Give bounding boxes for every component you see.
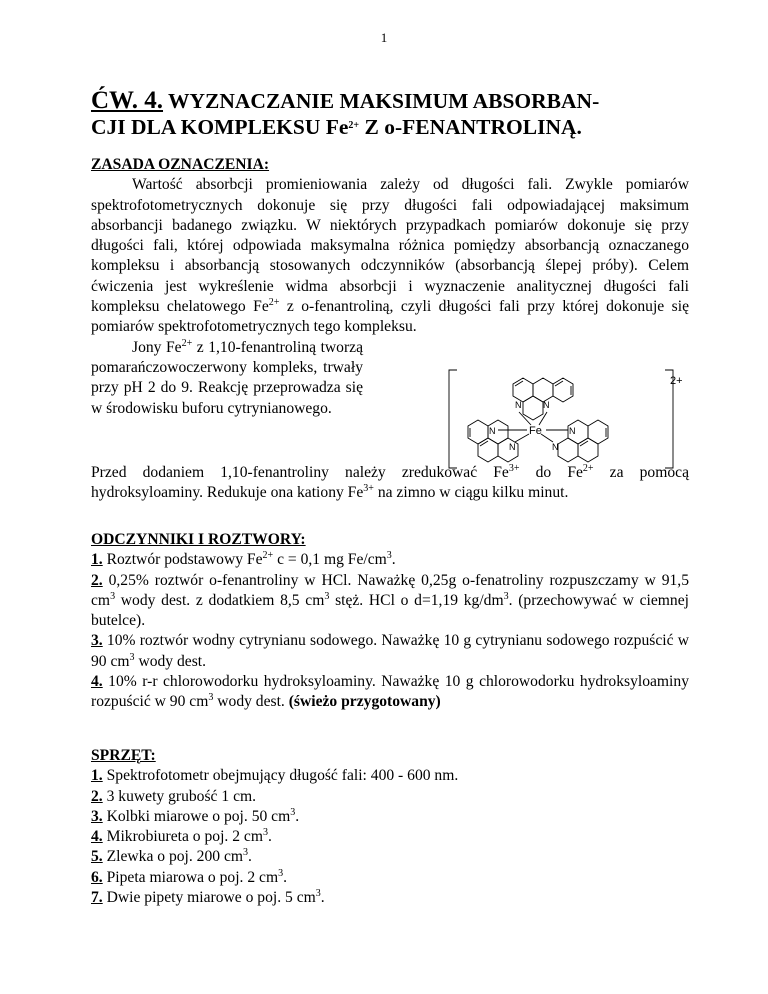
text: Jony Fe xyxy=(132,338,182,356)
text: . xyxy=(391,551,396,569)
section-heading: ODCZYNNIKI I ROZTWORY: xyxy=(91,531,306,548)
text: Mikrobiureta o poj. 2 cm xyxy=(102,828,263,846)
reagent-item xyxy=(91,631,689,672)
text: Pipeta miarowa o poj. 2 cm xyxy=(102,868,279,886)
page-number: 1 xyxy=(380,30,388,45)
text: Przed dodaniem 1,10-fenantroliny należy zredukować Fe xyxy=(91,464,509,481)
item-number: 4. xyxy=(91,828,103,846)
text: Roztwór podstawowy Fe xyxy=(102,551,263,569)
right-phenanthroline-ligand xyxy=(558,420,608,462)
text: Wartość absorbcji promieniowania zależy od długości fali. Zwykle pomiarów spektrofotometrycznych dokonuje się przy długości fali odpowiadającej maksimum absorbancji badanego związku. W niektórych przypadkach pomiarów dokonuje się przy długości fali, której odpowiada maksymalna różnica pomiędzy absorbancją oznaczanego kompleksu i absorbancją stosowanych odczynników (absorbancją ślepej próby). Celem ćwiczenia jest wykreślenie widma absorbcji i wyznaczenie analitycznej długości fali kompleksu chelatowego Fe xyxy=(91,176,689,316)
text: Spektrofotometr obejmujący długość fali: 400 - 600 nm. xyxy=(102,767,459,785)
text: Kolbki miarowe o poj. 50 cm xyxy=(102,807,291,825)
title-line-1: WYZNACZANIE MAKSIMUM ABSORBAN- xyxy=(168,89,600,113)
item-number: 2. xyxy=(91,787,103,805)
superscript: 3 xyxy=(290,806,296,818)
item-number: 1. xyxy=(91,767,103,785)
title-superscript: 2+ xyxy=(348,120,360,131)
text: . xyxy=(267,828,272,846)
superscript: 3 xyxy=(110,590,116,602)
text: 10% roztwór wodny cytrynianu sodowego. Naważkę 10 g cytrynianu sodowego rozpuścić w 90 cm xyxy=(91,632,689,670)
text: z o-fenantroliną, czyli długości fali przy której dokonuje się pomiarów spektrofotometrycznych tego kompleksu. xyxy=(91,298,689,336)
equipment-item xyxy=(91,847,689,867)
equipment-item xyxy=(91,807,689,827)
superscript: 3+ xyxy=(363,483,374,495)
item-number: 4. xyxy=(91,673,103,691)
text: za pomocą hydroksyloaminy. Redukuje ona kationy Fe xyxy=(91,464,689,502)
superscript: 3+ xyxy=(508,463,520,474)
nitrogen-atom: N xyxy=(509,442,516,452)
reagent-item xyxy=(91,571,689,632)
nitrogen-atom: N xyxy=(569,426,576,436)
title-line-2 xyxy=(91,114,691,140)
text: na zimno w ciągu kilku minut. xyxy=(373,484,569,502)
iron-atom: Fe xyxy=(529,425,542,437)
charge-label: 2+ xyxy=(670,375,683,387)
emphasis-text: (świeżo przygotowany) xyxy=(288,693,441,711)
reagent-item xyxy=(91,550,689,570)
item-number: 3. xyxy=(91,807,103,825)
item-number: 2. xyxy=(91,571,103,589)
text: 0,25% roztwór o-fenantroliny w HCl. Naważkę 0,25g o-fenatroliny rozpuszczamy w 91,5 cm xyxy=(91,571,689,609)
item-number: 7. xyxy=(91,889,103,907)
superscript: 2+ xyxy=(268,297,280,309)
superscript: 3 xyxy=(324,590,330,602)
superscript: 2+ xyxy=(181,337,193,349)
superscript: 3 xyxy=(129,651,135,663)
superscript: 3 xyxy=(208,692,214,704)
equipment-item xyxy=(91,888,689,908)
superscript: 3 xyxy=(278,867,284,879)
nitrogen-atom: N xyxy=(489,426,496,436)
text: c = 0,1 mg Fe/cm xyxy=(273,551,387,569)
page-title xyxy=(91,88,691,140)
item-number: 3. xyxy=(91,632,103,650)
superscript: 3 xyxy=(315,888,321,900)
text: . xyxy=(283,868,288,886)
item-number: 5. xyxy=(91,848,103,866)
superscript: 3 xyxy=(503,590,509,602)
equipment-item xyxy=(91,868,689,888)
text: . xyxy=(320,889,325,907)
text: . xyxy=(295,807,300,825)
equipment-section xyxy=(91,746,689,908)
nitrogen-atom: N xyxy=(543,400,550,410)
text: stęż. HCl o d=1,19 kg/dm xyxy=(329,591,504,609)
text: Zlewka o poj. 200 cm xyxy=(102,848,244,866)
text: do Fe xyxy=(519,464,583,481)
paragraph xyxy=(91,338,363,419)
nitrogen-atom: N xyxy=(515,400,522,410)
reagent-item xyxy=(91,672,689,713)
title-text: CJI DLA KOMPLEKSU Fe xyxy=(91,115,349,139)
equipment-item xyxy=(91,766,689,786)
section-heading: ZASADA OZNACZENIA: xyxy=(91,156,270,173)
section-heading: SPRZĘT: xyxy=(91,747,156,764)
text: 10% r-r chlorowodorku hydroksyloaminy. Naważkę 10 g chlorowodorku hydroksyloaminy rozpuścić w 90 cm xyxy=(91,673,689,711)
equipment-item xyxy=(91,827,689,847)
exercise-number: ĆW. 4. xyxy=(91,87,164,114)
text: z 1,10-fenantroliną tworzą pomarańczowoczerwony kompleks, trwały przy pH 2 do 9. Reakcję przeprowadza się w środowisku buforu cytrynianowego. xyxy=(91,338,364,417)
superscript: 3 xyxy=(262,827,268,839)
item-number: 6. xyxy=(91,868,103,886)
text: Dwie pipety miarowe o poj. 5 cm xyxy=(102,889,316,907)
text: wody dest. z dodatkiem 8,5 cm xyxy=(115,591,325,609)
text: . (przechowywać w ciemnej butelce). xyxy=(91,591,689,630)
equipment-item xyxy=(91,787,689,807)
superscript: 2+ xyxy=(582,463,594,474)
text: wody dest. xyxy=(213,693,289,711)
text: . xyxy=(248,848,252,866)
superscript: 3 xyxy=(243,847,249,859)
text: 3 kuwety grubość 1 cm. xyxy=(102,787,257,805)
item-number: 1. xyxy=(91,551,103,569)
reagents-section xyxy=(91,530,689,713)
superscript: 2+ xyxy=(262,550,274,562)
paragraph xyxy=(91,175,689,337)
fe-phenanthroline-complex-structure xyxy=(443,362,688,474)
title-text: Z o-FENANTROLINĄ. xyxy=(359,115,582,139)
nitrogen-atom: N xyxy=(552,442,559,452)
left-bracket xyxy=(449,370,457,468)
top-phenanthroline-ligand xyxy=(513,378,573,420)
text: wody dest. xyxy=(134,652,207,670)
superscript: 3 xyxy=(386,550,392,562)
